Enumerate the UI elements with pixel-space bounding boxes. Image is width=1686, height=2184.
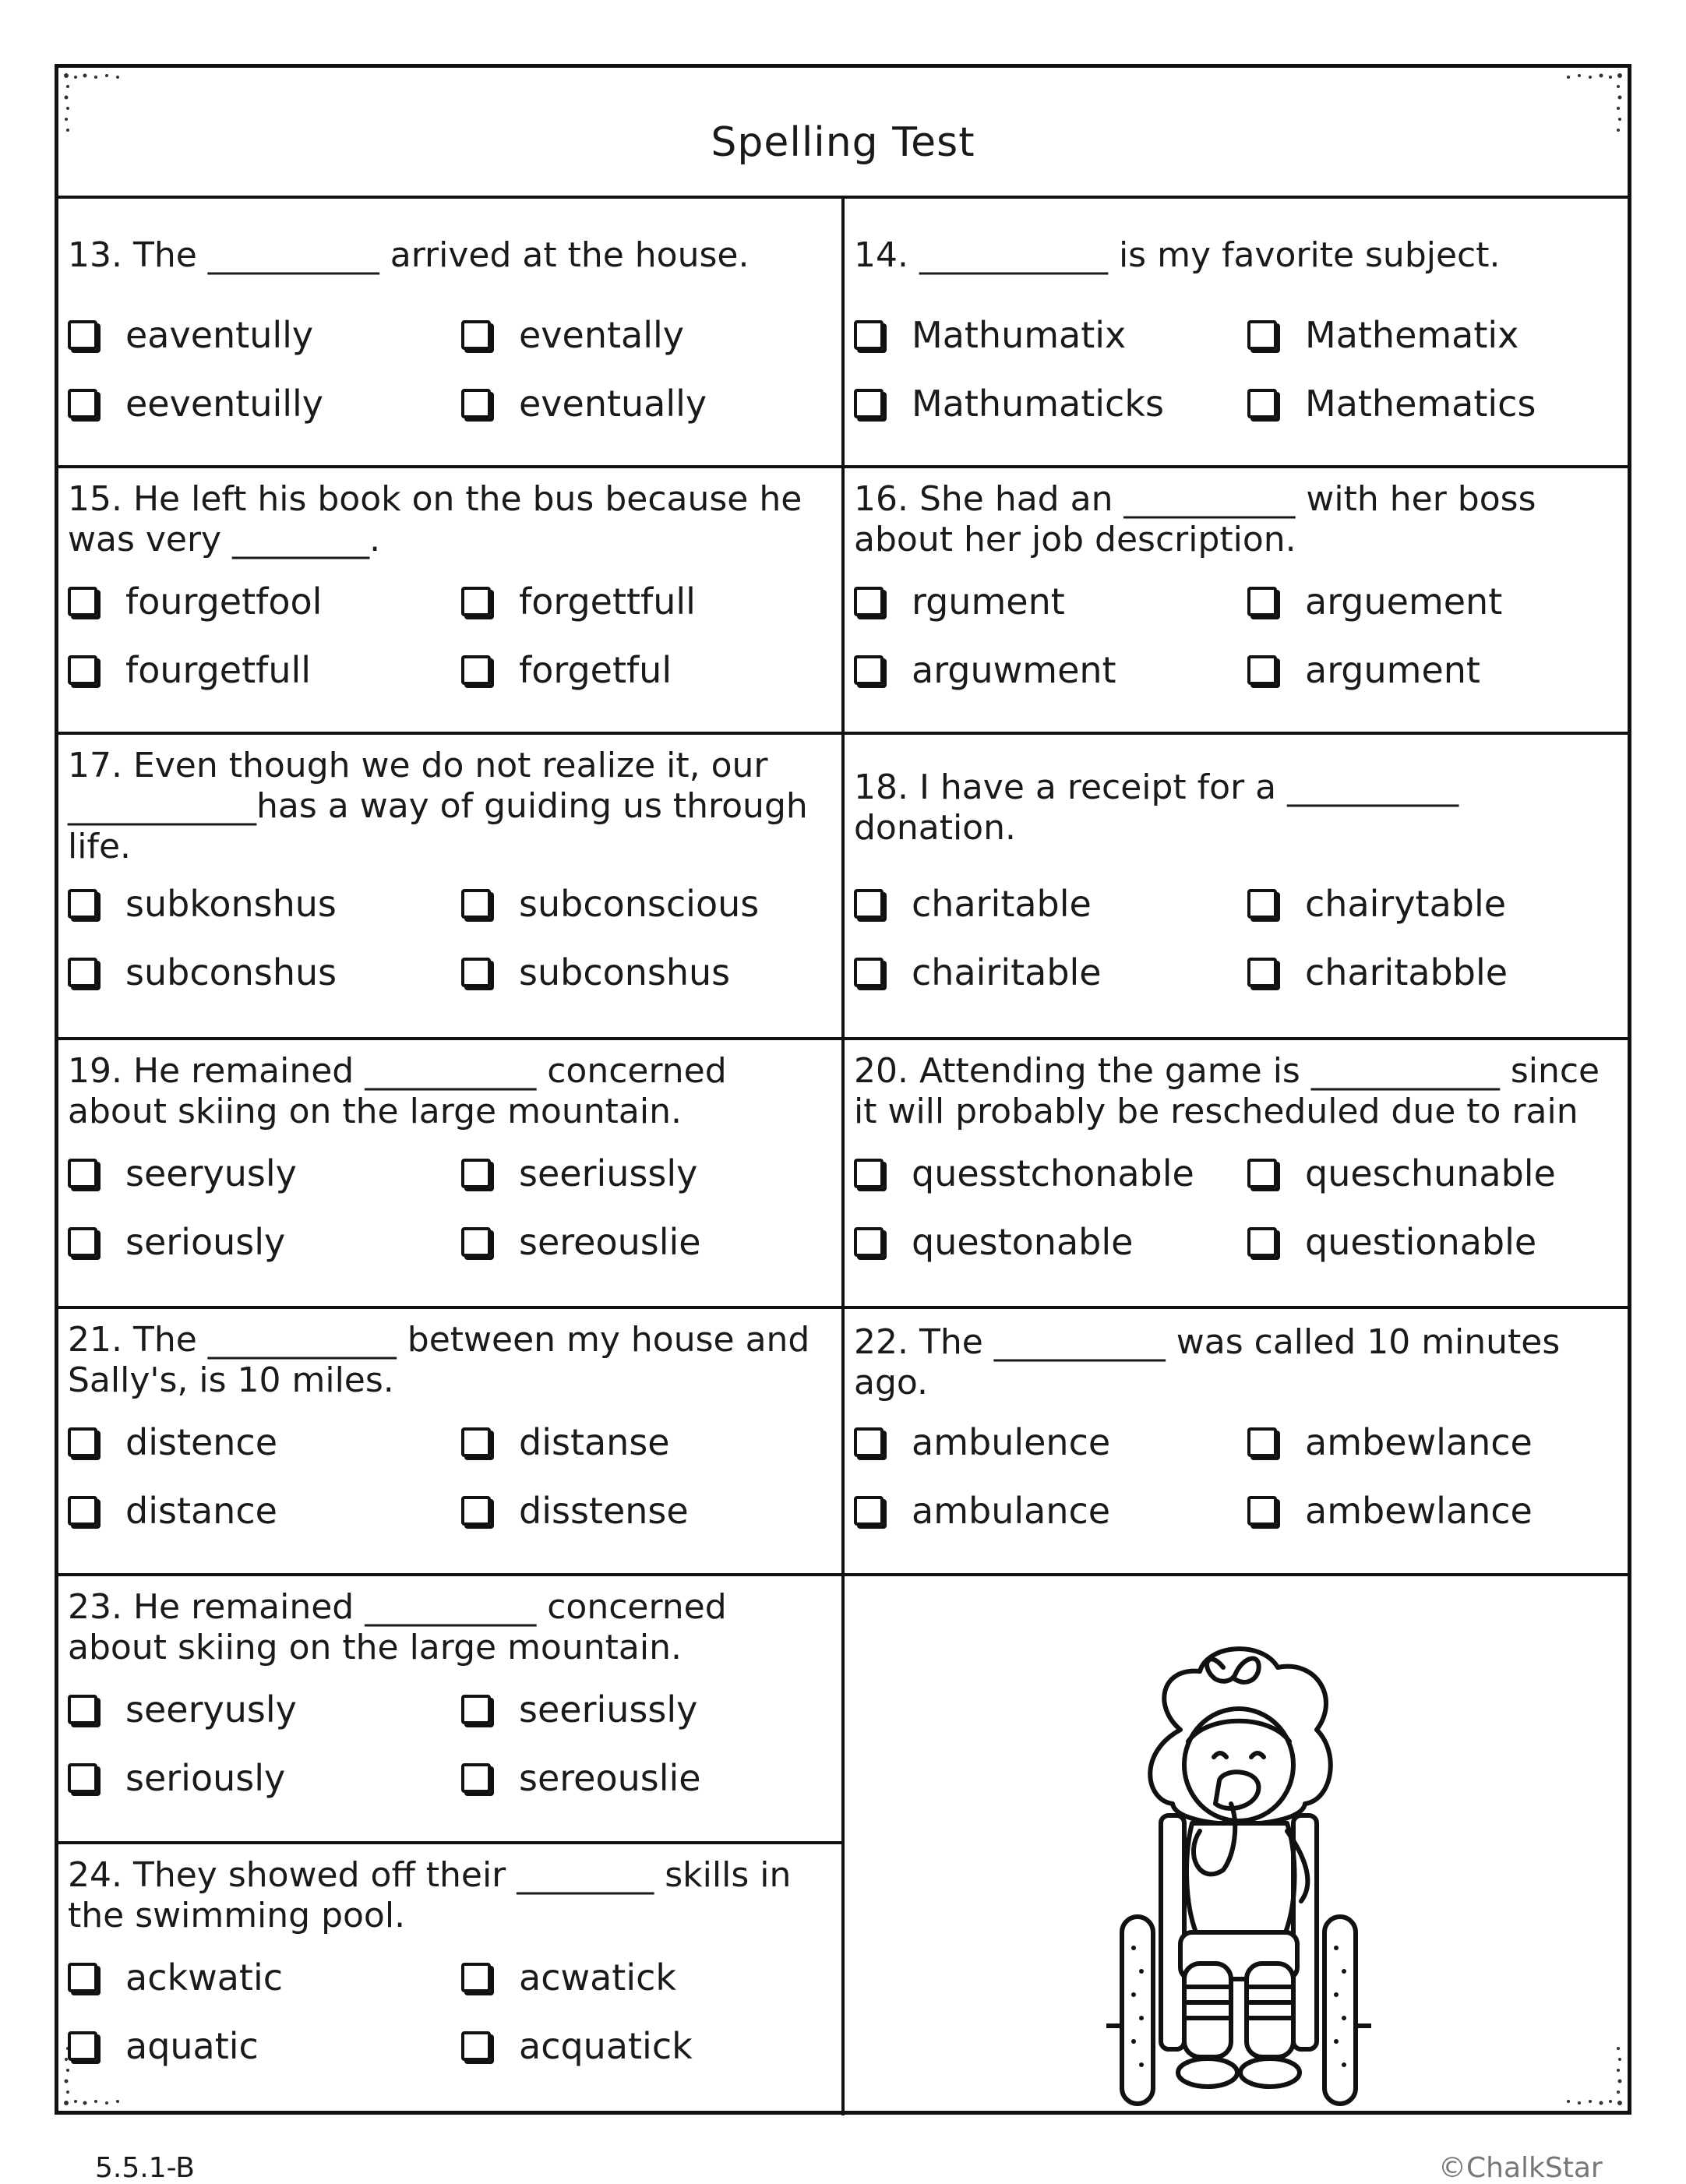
answer-option[interactable]: acwatick	[461, 1952, 841, 2003]
checkbox-icon[interactable]	[1247, 1427, 1277, 1457]
answer-option[interactable]: sereouslie	[461, 1752, 841, 1804]
test-sheet	[55, 64, 1631, 2115]
checkbox-icon[interactable]	[68, 1763, 97, 1793]
question-20	[845, 1040, 1628, 1306]
checkbox-icon[interactable]	[854, 389, 884, 418]
checkbox-icon[interactable]	[854, 587, 884, 616]
copyright-credit: ©ChalkStar	[1438, 2152, 1603, 2184]
question-prompt: 18. I have a receipt for a __________ donation.	[854, 767, 1459, 848]
answer-option[interactable]: disstense	[461, 1485, 841, 1537]
answer-option[interactable]: arguement	[1247, 576, 1628, 627]
answer-option[interactable]: subconshus	[461, 947, 841, 998]
answer-option[interactable]: distanse	[461, 1417, 841, 1468]
answer-option[interactable]: quesstchonable	[854, 1148, 1247, 1199]
question-prompt: 19. He remained __________ concerned about skiing on the large mountain.	[68, 1051, 727, 1131]
checkbox-icon[interactable]	[461, 1963, 491, 1992]
answer-option[interactable]: eventally	[461, 309, 841, 361]
question-21	[58, 1309, 841, 1573]
answer-option[interactable]: charitabble	[1247, 947, 1628, 998]
checkbox-icon[interactable]	[461, 655, 491, 685]
checkbox-icon[interactable]	[461, 389, 491, 418]
question-22	[845, 1309, 1628, 1573]
answer-option[interactable]: subkonshus	[68, 878, 461, 930]
question-prompt: 22. The __________ was called 10 minutes ago.	[854, 1322, 1561, 1402]
answer-option[interactable]: fourgetfool	[68, 576, 461, 627]
answer-option[interactable]: Mathumatix	[854, 309, 1247, 361]
answer-option[interactable]: rgument	[854, 576, 1247, 627]
checkbox-icon[interactable]	[1247, 958, 1277, 987]
checkbox-icon[interactable]	[854, 320, 884, 350]
checkbox-icon[interactable]	[461, 1496, 491, 1526]
question-24	[58, 1844, 841, 2114]
question-prompt: 14. ___________ is my favorite subject.	[854, 235, 1501, 275]
question-15	[58, 468, 841, 732]
checkbox-icon[interactable]	[68, 1496, 97, 1526]
answer-option[interactable]: Mathumaticks	[854, 378, 1247, 429]
question-13	[58, 202, 841, 465]
answer-option[interactable]: arguwment	[854, 644, 1247, 696]
dotted-corner-icon	[1554, 2038, 1624, 2108]
answer-option[interactable]: seeryusly	[68, 1148, 461, 1199]
answer-option[interactable]: ackwatic	[68, 1952, 461, 2003]
checkbox-icon[interactable]	[461, 889, 491, 919]
answer-option[interactable]: seeriussly	[461, 1684, 841, 1735]
checkbox-icon[interactable]	[854, 1159, 884, 1188]
answer-option[interactable]: chairitable	[854, 947, 1247, 998]
answer-option[interactable]: eaventully	[68, 309, 461, 361]
checkbox-icon[interactable]	[1247, 320, 1277, 350]
checkbox-icon[interactable]	[68, 1227, 97, 1257]
answer-option[interactable]: questonable	[854, 1216, 1247, 1268]
answer-option[interactable]: questionable	[1247, 1216, 1628, 1268]
checkbox-icon[interactable]	[68, 2031, 97, 2061]
answer-option[interactable]: seriously	[68, 1216, 461, 1268]
answer-option[interactable]: eventually	[461, 378, 841, 429]
corner-ornament	[1554, 71, 1624, 141]
answer-option[interactable]: distance	[68, 1485, 461, 1537]
answer-option[interactable]: forgetful	[461, 644, 841, 696]
answer-option[interactable]: seeriussly	[461, 1148, 841, 1199]
checkbox-icon[interactable]	[461, 1159, 491, 1188]
checkbox-icon[interactable]	[461, 1763, 491, 1793]
question-prompt: 20. Attending the game is ___________ since it will probably be rescheduled due to rain	[854, 1051, 1600, 1131]
answer-option[interactable]: fourgetfull	[68, 644, 461, 696]
checkbox-icon[interactable]	[1247, 1227, 1277, 1257]
answer-option[interactable]: ambulance	[854, 1485, 1247, 1537]
checkbox-icon[interactable]	[68, 1695, 97, 1724]
dotted-corner-icon	[62, 71, 132, 141]
answer-option[interactable]: ambulence	[854, 1417, 1247, 1468]
girl-wheelchair-illustration	[1106, 1636, 1371, 2112]
checkbox-icon[interactable]	[461, 1227, 491, 1257]
answer-option[interactable]: queschunable	[1247, 1148, 1628, 1199]
question-prompt: 16. She had an __________ with her boss about her job description.	[854, 479, 1536, 559]
checkbox-icon[interactable]	[461, 958, 491, 987]
checkbox-icon[interactable]	[854, 655, 884, 685]
question-prompt: 24. They showed off their ________ skills in the swimming pool.	[68, 1855, 792, 1935]
checkbox-icon[interactable]	[461, 2031, 491, 2061]
question-prompt: 13. The __________ arrived at the house.	[68, 235, 750, 275]
checkbox-icon[interactable]	[854, 1227, 884, 1257]
question-17	[58, 735, 841, 1037]
question-16	[845, 468, 1628, 732]
checkbox-icon[interactable]	[68, 320, 97, 350]
checkbox-icon[interactable]	[68, 889, 97, 919]
answer-option[interactable]: seeryusly	[68, 1684, 461, 1735]
answer-option[interactable]: forgettfull	[461, 576, 841, 627]
question-14	[845, 202, 1628, 465]
checkbox-icon[interactable]	[68, 1963, 97, 1992]
checkbox-icon[interactable]	[68, 587, 97, 616]
answer-option[interactable]: Mathematix	[1247, 309, 1628, 361]
checkbox-icon[interactable]	[854, 1427, 884, 1457]
checkbox-icon[interactable]	[68, 389, 97, 418]
page-title: Spelling Test	[58, 68, 1628, 199]
wheelchair-girl-icon	[1106, 1636, 1371, 2112]
question-19	[58, 1040, 841, 1306]
checkbox-icon[interactable]	[1247, 655, 1277, 685]
checkbox-icon[interactable]	[854, 958, 884, 987]
answer-option[interactable]: eeventuilly	[68, 378, 461, 429]
answer-option[interactable]: charitable	[854, 878, 1247, 930]
answer-option[interactable]: sereouslie	[461, 1216, 841, 1268]
checkbox-icon[interactable]	[68, 1427, 97, 1457]
answer-option[interactable]: distence	[68, 1417, 461, 1468]
corner-ornament	[62, 71, 132, 141]
worksheet-code: 5.5.1-B	[95, 2152, 196, 2184]
question-18	[845, 735, 1628, 1037]
checkbox-icon[interactable]	[1247, 1496, 1277, 1526]
checkbox-icon[interactable]	[854, 1496, 884, 1526]
answer-option[interactable]: acquatick	[461, 2020, 841, 2072]
question-prompt: 15. He left his book on the bus because he was very ________.	[68, 479, 802, 559]
answer-option[interactable]: argument	[1247, 644, 1628, 696]
checkbox-icon[interactable]	[461, 1695, 491, 1724]
checkbox-icon[interactable]	[68, 655, 97, 685]
answer-option[interactable]: subconscious	[461, 878, 841, 930]
answer-option[interactable]: seriously	[68, 1752, 461, 1804]
answer-option[interactable]: Mathematics	[1247, 378, 1628, 429]
checkbox-icon[interactable]	[461, 587, 491, 616]
answer-option[interactable]: ambewlance	[1247, 1485, 1628, 1537]
checkbox-icon[interactable]	[1247, 587, 1277, 616]
question-prompt: 23. He remained __________ concerned about skiing on the large mountain.	[68, 1587, 727, 1667]
question-prompt: 21. The ___________ between my house and Sally's, is 10 miles.	[68, 1320, 810, 1400]
corner-ornament	[1554, 2038, 1624, 2108]
checkbox-icon[interactable]	[461, 1427, 491, 1457]
checkbox-icon[interactable]	[1247, 1159, 1277, 1188]
answer-option[interactable]: ambewlance	[1247, 1417, 1628, 1468]
question-23	[58, 1576, 841, 1841]
checkbox-icon[interactable]	[1247, 389, 1277, 418]
checkbox-icon[interactable]	[68, 1159, 97, 1188]
checkbox-icon[interactable]	[854, 889, 884, 919]
checkbox-icon[interactable]	[68, 958, 97, 987]
answer-option[interactable]: chairytable	[1247, 878, 1628, 930]
question-prompt: 17. Even though we do not realize it, our ___________has a way of guiding us through life.	[68, 746, 808, 866]
checkbox-icon[interactable]	[461, 320, 491, 350]
answer-option[interactable]: aquatic	[68, 2020, 461, 2072]
checkbox-icon[interactable]	[1247, 889, 1277, 919]
dotted-corner-icon	[1554, 71, 1624, 141]
answer-option[interactable]: subconshus	[68, 947, 461, 998]
